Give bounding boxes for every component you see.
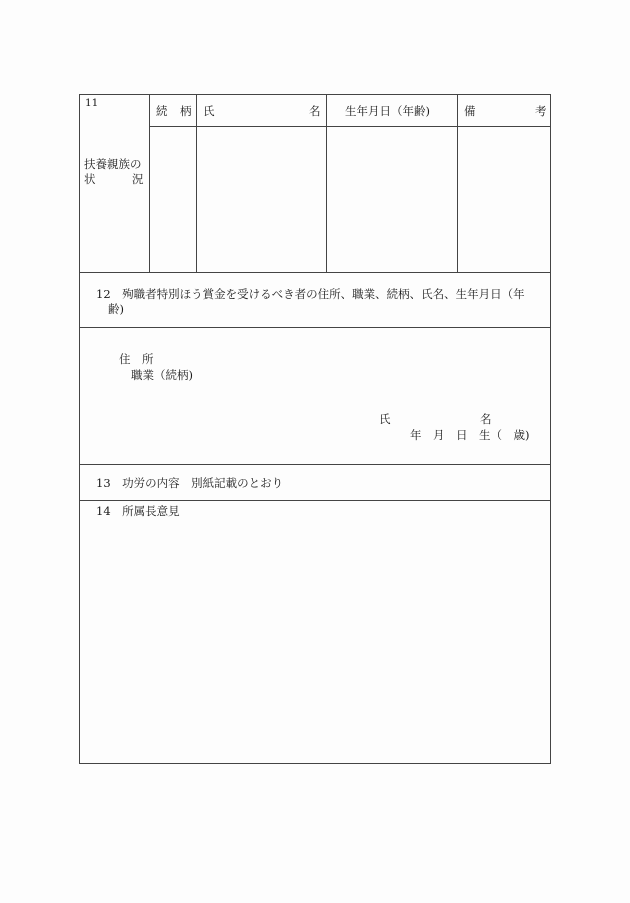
section12-heading-line1: 12 殉職者特別ほう賞金を受けるべき者の住所、職業、続柄、氏名、生年月日（年 bbox=[96, 287, 525, 301]
occupation-label: 職業（続柄) bbox=[131, 368, 193, 382]
column-divider-4 bbox=[457, 94, 458, 272]
divider-section12-body bbox=[79, 327, 551, 328]
section11-label-line2-b: 況 bbox=[132, 172, 144, 186]
divider-section11-header bbox=[150, 126, 551, 127]
name-label-b: 名 bbox=[480, 412, 492, 426]
header-relation-b: 柄 bbox=[180, 104, 192, 118]
section11-number: 11 bbox=[85, 97, 99, 109]
header-name-a: 氏 bbox=[203, 104, 215, 118]
header-name-b: 名 bbox=[309, 104, 321, 118]
header-relation-a: 続 bbox=[156, 104, 168, 118]
section12-heading-line2: 齢) bbox=[108, 302, 124, 316]
header-birthdate: 生年月日（年齢) bbox=[345, 104, 430, 118]
column-divider-1 bbox=[149, 94, 150, 272]
divider-section14 bbox=[79, 500, 551, 501]
column-divider-2 bbox=[196, 94, 197, 272]
section13-text: 13 功労の内容 別紙記載のとおり bbox=[96, 476, 284, 490]
divider-section13 bbox=[79, 464, 551, 465]
section14-text: 14 所属長意見 bbox=[96, 504, 180, 518]
section11-label-line1: 扶養親族の bbox=[84, 157, 142, 171]
name-label-a: 氏 bbox=[379, 412, 391, 426]
section11-label-line2-a: 状 bbox=[84, 172, 96, 186]
header-remarks-a: 備 bbox=[464, 104, 476, 118]
birthdate-age-line: 年 月 日 生（ 歳) bbox=[410, 428, 530, 442]
divider-section12 bbox=[79, 272, 551, 273]
column-divider-3 bbox=[326, 94, 327, 272]
header-remarks-b: 考 bbox=[535, 104, 547, 118]
address-label: 住 所 bbox=[119, 352, 154, 366]
